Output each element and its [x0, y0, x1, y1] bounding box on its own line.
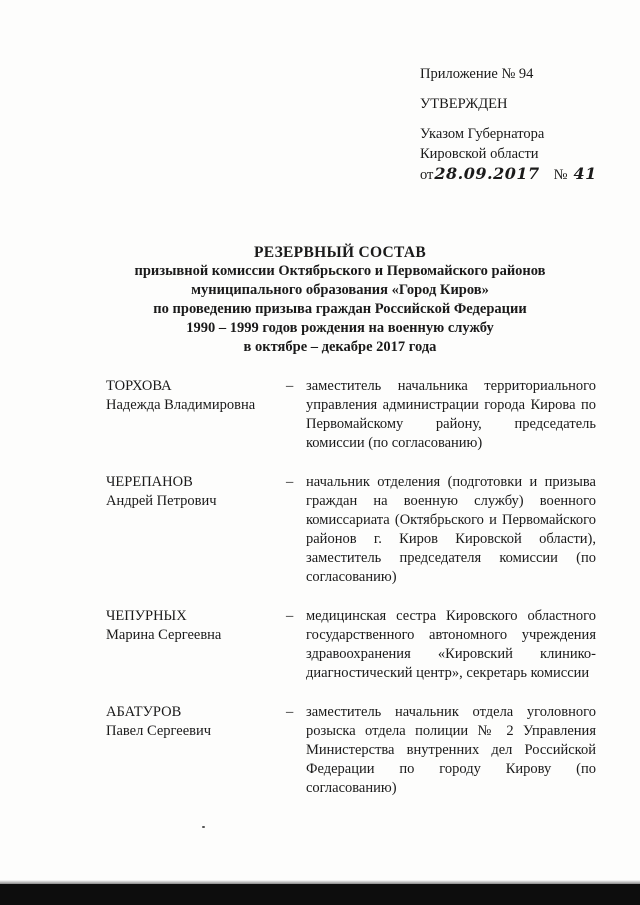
member-given-name: Андрей Петрович	[106, 493, 217, 509]
decree-date-number	[420, 164, 620, 185]
member-dash: –	[286, 378, 294, 394]
member-surname: ЧЕРЕПАНОВ	[106, 474, 193, 490]
title-line-5: в октябре – декабре 2017 года	[243, 339, 437, 355]
member-entry	[106, 607, 596, 683]
member-role: медицинская сестра Кировского областного государственного автономного учреждения здравоохранения «Кировский клинико-диагностический центр», секретарь комиссии	[306, 608, 596, 681]
member-surname: ЧЕПУРНЫХ	[106, 608, 187, 624]
member-given-name: Марина Сергеевна	[106, 627, 222, 643]
member-role: заместитель начальник отдела уголовного розыска отдела полиции № 2 Управления Министерства внутренних дел Российской Федерации по городу Кирову (по согласованию)	[306, 704, 596, 796]
scan-speck	[202, 826, 205, 828]
member-surname: АБАТУРОВ	[106, 704, 182, 720]
member-dash: –	[286, 704, 294, 720]
member-role: начальник отделения (подготовки и призыва граждан на военную службу) военного комиссариата (Октябрьского и Первомайского районов г. Киров Кировской области), заместитель председателя комиссии (по согласованию)	[306, 474, 596, 585]
member-name	[106, 473, 286, 587]
approval-block	[420, 64, 620, 185]
member-name	[106, 377, 286, 453]
document-title	[60, 243, 620, 357]
member-dash: –	[286, 608, 294, 624]
date-prefix: от	[420, 167, 434, 183]
member-entry	[106, 377, 596, 453]
title-line-2: муниципального образования «Город Киров»	[191, 282, 489, 298]
member-name	[106, 703, 286, 798]
title-line-4: 1990 – 1999 годов рождения на военную службу	[186, 320, 494, 336]
member-entry	[106, 703, 596, 798]
title-line-3: по проведению призыва граждан Российской Федерации	[153, 301, 527, 317]
member-given-name: Надежда Владимировна	[106, 397, 256, 413]
scan-bottom-border	[0, 884, 640, 905]
title-heading: РЕЗЕРВНЫЙ СОСТАВ	[253, 244, 427, 261]
member-given-name: Павел Сергеевич	[106, 723, 212, 739]
decree-line-1: Указом Губернатора	[420, 126, 545, 142]
member-role: заместитель начальника территориального управления администрации города Кирова по Первомайскому району, председатель комиссии (по согласованию)	[306, 378, 596, 451]
handwritten-number: 41	[573, 164, 597, 183]
appendix-number: Приложение № 94	[420, 66, 534, 82]
member-name	[106, 607, 286, 683]
decree-line-2: Кировской области	[420, 146, 539, 162]
title-line-1: призывной комиссии Октябрьского и Первомайского районов	[134, 263, 546, 279]
member-dash: –	[286, 474, 294, 490]
number-prefix: №	[553, 167, 568, 183]
member-surname: ТОРХОВА	[106, 378, 172, 394]
approved-label: УТВЕРЖДЕН	[420, 96, 508, 112]
handwritten-date: 28.09.2017	[434, 164, 540, 183]
member-roster	[106, 377, 596, 818]
member-entry	[106, 473, 596, 587]
